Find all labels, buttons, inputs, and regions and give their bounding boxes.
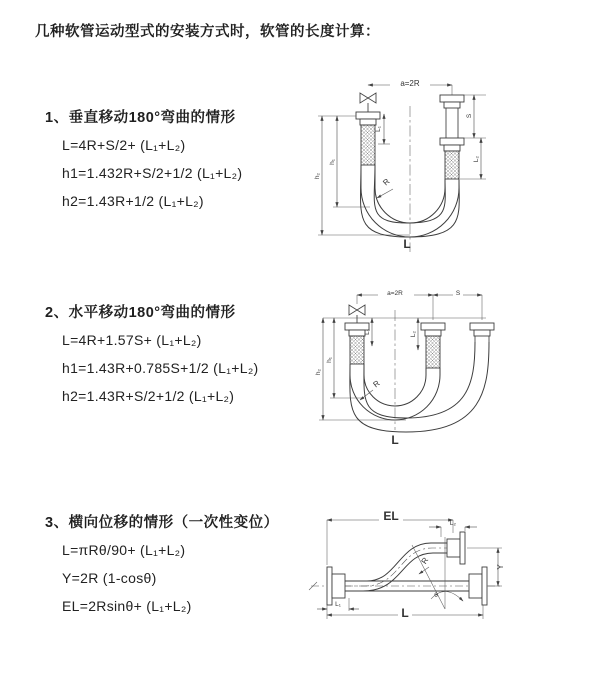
section-1 [45, 106, 242, 220]
dim-label-a2r: a=2R [400, 79, 420, 88]
hose-braid [426, 336, 440, 368]
hose-braid [350, 336, 364, 364]
radius-label: R [419, 555, 431, 566]
dim-label-l1: L₁ [364, 329, 371, 335]
length-label: L [391, 433, 399, 447]
valve-icon [349, 305, 365, 323]
section-2-heading: 2、水平移动180°弯曲的情形 [45, 305, 236, 321]
length-label: L [403, 237, 411, 251]
right-lower-flange [440, 138, 464, 151]
dim-label-l1: L₁ [375, 126, 382, 132]
formula-line: h1=1.43R+0.785S+1/2 (L₁+L₂) [62, 360, 259, 376]
formula-line: h1=1.432R+S/2+1/2 (L₁+L₂) [62, 165, 243, 181]
diagram-lateral-displacement [305, 505, 597, 647]
radius-label: R [381, 176, 392, 188]
left-flange [356, 112, 380, 125]
dim-label-l2: L₂ [449, 520, 457, 527]
right-upper-flange [440, 95, 464, 108]
length-label: L [401, 606, 409, 620]
formula-line: h2=1.43R+S/2+1/2 (L₁+L₂) [62, 388, 235, 404]
formula-line: EL=2Rsinθ+ (L₁+L₂) [62, 598, 192, 614]
dim-label-h2: h₂ [315, 368, 322, 376]
formula-line: L=πRθ/90+ (L₁+L₂) [62, 542, 186, 558]
diagram-vertical-180-bend [308, 66, 586, 262]
dim-label-l2: L₂ [473, 155, 480, 163]
section-3-heading: 3、横向位移的情形（一次性变位） [45, 515, 279, 531]
dim-label-h1: h₁ [329, 159, 336, 165]
formula-line: Y=2R (1-cosθ) [62, 570, 157, 586]
dim-label-a2r: a=2R [387, 290, 403, 297]
formula-line: L=4R+1.57S+ (L₁+L₂) [62, 332, 202, 348]
formula-line: L=4R+S/2+ (L₁+L₂) [62, 137, 186, 153]
dim-label-y: Y [496, 564, 505, 570]
section-1-heading: 1、垂直移动180°弯曲的情形 [45, 110, 236, 126]
page-title: 几种软管运动型式的安装方式时，软管的长度计算： [35, 24, 380, 40]
radius-label: R [371, 378, 382, 390]
dim-label-h1: h₁ [326, 357, 333, 363]
right-flange [469, 567, 487, 605]
hose-braid [445, 151, 459, 179]
upper-flange [447, 532, 465, 564]
middle-flange [421, 323, 445, 336]
section-3 [45, 511, 279, 625]
dim-label-s: S [455, 290, 461, 297]
hose-braid [361, 125, 375, 165]
section-2 [45, 301, 259, 415]
formula-line: h2=1.43R+1/2 (L₁+L₂) [62, 193, 204, 209]
left-flange [327, 567, 345, 605]
dim-label-h2: h₂ [314, 172, 321, 180]
valve-icon [360, 93, 376, 112]
diagram-horizontal-180-bend [310, 280, 600, 452]
dim-label-l2: L₂ [410, 330, 417, 338]
dim-label-s: S [466, 113, 473, 119]
dim-label-el: EL [383, 509, 399, 523]
right-flange [470, 323, 494, 336]
hose-curves [350, 342, 489, 432]
dim-label-l1: L₁ [335, 601, 341, 608]
angle-label-theta: θ [434, 592, 438, 599]
